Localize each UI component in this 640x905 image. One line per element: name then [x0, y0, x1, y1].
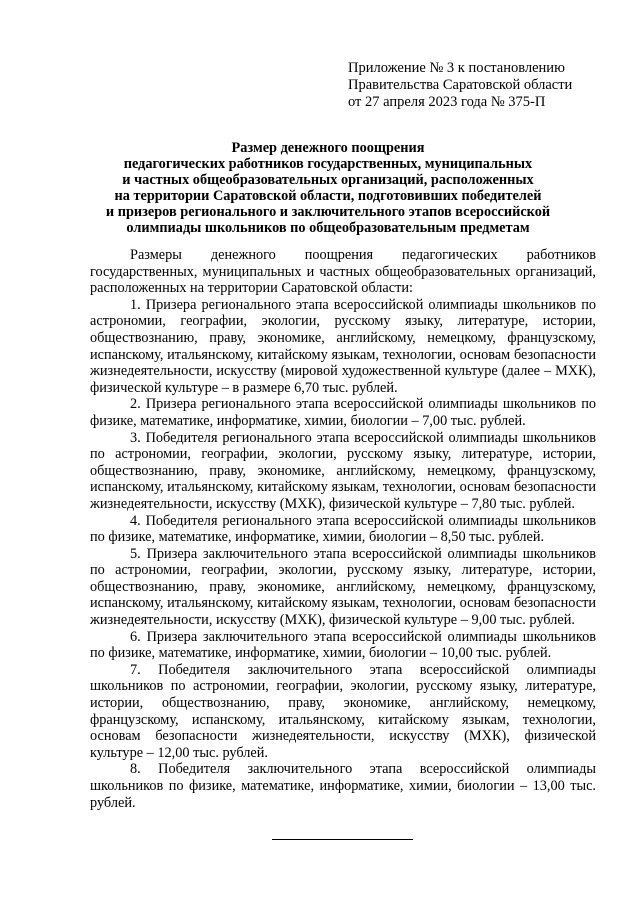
title-line: на территории Саратовской области, подготовивших победителей — [114, 188, 542, 204]
closing-rule — [272, 839, 413, 840]
appendix-header-line: Приложение № 3 к постановлению — [348, 60, 565, 76]
appendix-header-line: Правительства Саратовской области — [348, 77, 573, 93]
reward-item-7: 7. Победителя заключительного этапа всероссийской олимпиады школьников по астрономии, географии, экологии, русскому языку, литературе, истории, обществознанию, праву, экономике, английскому, немецкому, французскому, испанскому, итальянскому, китайскому языкам, технологии, основам безопасности жизнедеятельности, искусству (МХК), физической культуре – 12,00 тыс. рублей. — [90, 661, 596, 761]
reward-item-4: 4. Победителя регионального этапа всероссийской олимпиады школьников по физике, математике, информатике, химии, биологии – 8,50 тыс. рублей. — [90, 512, 596, 546]
title-line: педагогических работников государственных, муниципальных — [123, 156, 533, 172]
reward-item-5: 5. Призера заключительного этапа всероссийской олимпиады школьников по астрономии, географии, экологии, русскому языку, литературе, истории, обществознанию, праву, экономике, английскому, немецкому, французскому, испанскому, итальянскому, китайскому языкам, технологии, основам безопасности жизнедеятельности, искусству (МХК), физической культуре – 9,00 тыс. рублей. — [90, 545, 596, 629]
document-body — [90, 247, 596, 811]
title-line: и призеров регионального и заключительного этапов всероссийской — [105, 204, 551, 220]
reward-item-1: 1. Призера регионального этапа всероссийской олимпиады школьников по астрономии, географии, экологии, русскому языку, литературе, истории, обществознанию, праву, экономике, английскому, немецкому, французскому, испанскому, итальянскому, китайскому языкам, технологии, основам безопасности жизнедеятельности, искусству (мировой художественной культуре (далее – МХК), физической культуре – в размере 6,70 тыс. рублей. — [90, 296, 596, 396]
reward-item-3: 3. Победителя регионального этапа всероссийской олимпиады школьников по астрономии, географии, экологии, русскому языку, литературе, истории, обществознанию, праву, экономике, английскому, немецкому, французскому, испанскому, итальянскому, китайскому языкам, технологии, основам безопасности жизнедеятельности, искусству (МХК), физической культуре – 7,80 тыс. рублей. — [90, 429, 596, 512]
intro-paragraph: Размеры денежного поощрения педагогических работников государственных, муниципальных и частных общеобразовательных организаций, расположенных на территории Саратовской области: — [90, 247, 596, 297]
reward-item-2: 2. Призера регионального этапа всероссийской олимпиады школьников по физике, математике, информатике, химии, биологии – 7,00 тыс. рублей. — [90, 396, 596, 429]
title-line: и частных общеобразовательных организаций, расположенных — [122, 172, 534, 188]
appendix-header — [348, 60, 572, 111]
appendix-header-line: от 27 апреля 2023 года № 375-П — [348, 94, 546, 110]
reward-item-8: 8. Победителя заключительного этапа всероссийской олимпиады школьников по физике, математике, информатике, химии, биологии – 13,00 тыс. рублей. — [90, 761, 596, 811]
title-line: Размер денежного поощрения — [231, 140, 425, 156]
reward-item-6: 6. Призера заключительного этапа всероссийской олимпиады школьников по физике, математике, информатике, химии, биологии – 10,00 тыс. рублей. — [90, 628, 596, 662]
title-line: олимпиады школьников по общеобразовательным предметам — [126, 220, 530, 236]
document-title — [60, 140, 596, 236]
